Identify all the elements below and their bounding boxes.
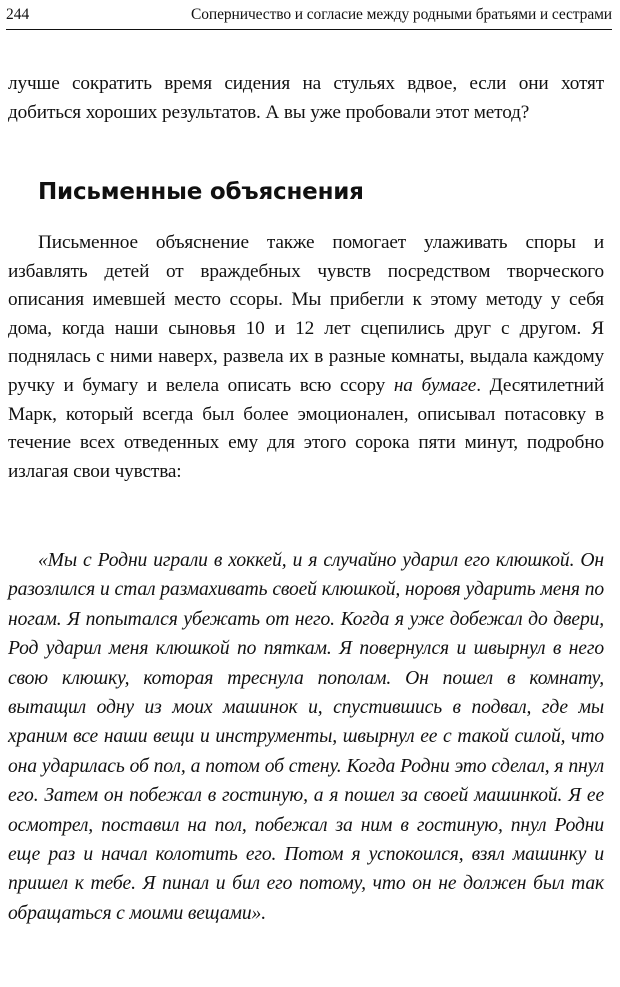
body-text-end: . Десятилетний Марк, который всегда был более эмоционален, описывал потасовку в течение всех отведенных ему для этого сорока пяти минут, подробно излагая свои чувства: — [8, 374, 604, 482]
page-number: 244 — [6, 6, 30, 23]
body-text-emphasis: на бумаге — [393, 374, 477, 396]
body-text-start: Письменное объяснение также помогает улаживать споры и избавлять детей от враждебных чувств посредством творческого описания имевшей место ссоры. Мы прибегли к этому методу у себя дома, когда наши сыновья 10 и 12 лет сцепились друг с другом. Я поднялась с ними наверх, развела их в разные комнаты, выдала каждому ручку и бумагу и велела описать всю ссору — [8, 232, 604, 396]
body-paragraph — [8, 229, 604, 486]
section-heading: Письменные объяснения — [38, 179, 364, 205]
quote-paragraph: «Мы с Родни играли в хоккей, и я случайно ударил его клюшкой. Он разозлился и стал размахивать своей клюшкой, норовя ударить меня по ногам. Я попытался убежать от него. Когда я уже добежал до двери, Род ударил меня клюшкой по пяткам. Я повернулся и швырнул в него свою клюшку, которая треснула пополам. Он пошел в комнату, вытащил одну из моих машинок и, спустившись в подвал, где мы храним все наши вещи и инструменты, швырнул ее с такой силой, что она ударилась об пол, а потом об стену. Когда Родни это сделал, я пнул его. Затем он побежал в гостиную, а я пошел за своей машинкой. Я ее осмотрел, поставил на пол, побежал за ним в гостиную, пнул Родни еще раз и начал колотить его. Потом я успокоился, взял машинку и пришел к тебе. Я пинал и бил его потому, что он не должен был так обращаться с моими вещами». — [8, 550, 604, 924]
intro-paragraph: лучше сократить время сидения на стульях вдвое, если они хотят добиться хороших результатов. А вы уже пробовали этот метод? — [8, 73, 604, 123]
header-rule — [6, 29, 612, 30]
running-header — [6, 2, 612, 28]
running-title: Соперничество и согласие между родными братьями и сестрами — [191, 6, 612, 23]
